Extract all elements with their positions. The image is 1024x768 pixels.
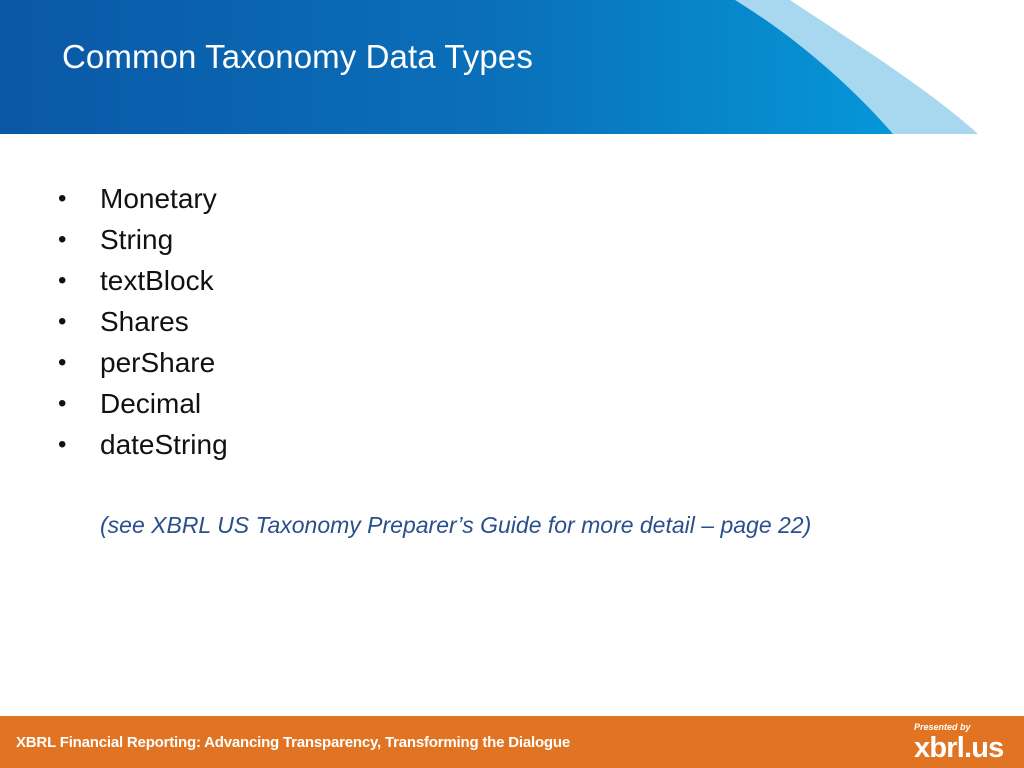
bullet-icon: •	[58, 390, 67, 417]
bullet-text: Decimal	[100, 388, 202, 419]
xbrl-us-logo: xbrl.us	[914, 732, 1004, 764]
bullet-text: perShare	[100, 347, 216, 378]
bullet-icon: •	[58, 308, 67, 335]
bullet-text: String	[100, 224, 174, 255]
bullet-icon: •	[58, 267, 67, 294]
footer-tagline: XBRL Financial Reporting: Advancing Transparency, Transforming the Dialogue	[16, 734, 570, 751]
bullet-text: Shares	[100, 306, 189, 337]
bullet-icon: •	[58, 349, 67, 376]
bullet-icon: •	[58, 431, 67, 458]
reference-note: (see XBRL US Taxonomy Preparer’s Guide for more detail – page 22)	[100, 512, 812, 538]
presented-by-label: Presented by	[914, 722, 971, 732]
bullet-icon: •	[58, 226, 67, 253]
page-title: Common Taxonomy Data Types	[62, 38, 533, 75]
bullet-text: dateString	[100, 429, 228, 460]
bullet-text: Monetary	[100, 183, 217, 214]
header-banner	[0, 0, 1024, 134]
bullet-text: textBlock	[100, 265, 214, 296]
bullet-icon: •	[58, 185, 67, 212]
footer-bar	[0, 716, 1024, 768]
